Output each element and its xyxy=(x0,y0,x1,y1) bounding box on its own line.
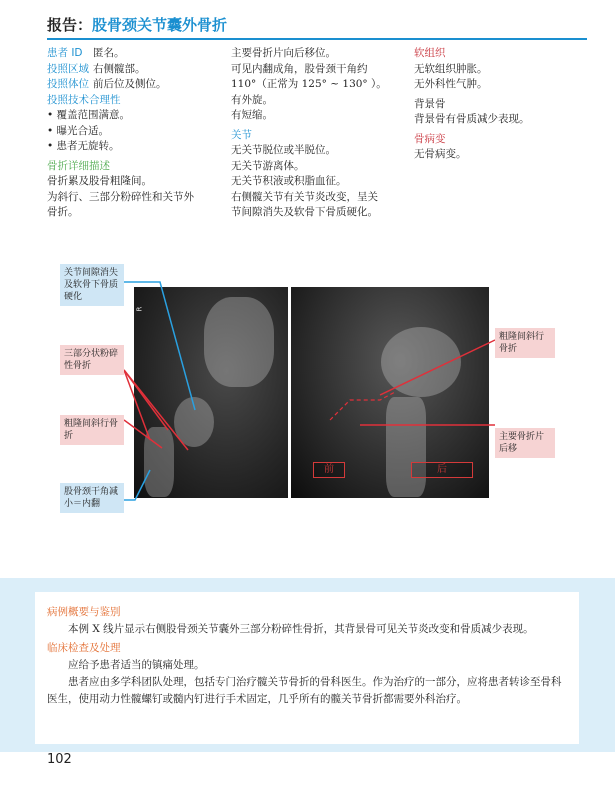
soft-tissue-heading: 软组织 xyxy=(414,47,446,59)
xray-ap-image xyxy=(134,287,288,498)
fracture-line: 为斜行、三部分粉碎性和关节外 xyxy=(47,190,194,203)
fracture-line: 骨折累及股骨粗隆间。 xyxy=(47,175,152,187)
position-value: 前后位及侧位。 xyxy=(93,78,167,90)
callout-joint-space: 关节间隙消失及软骨下骨质硬化 xyxy=(60,264,124,306)
page-number: 102 xyxy=(47,752,72,767)
summary-text: 本例 X 线片显示右侧股骨颈关节囊外三部分粉碎性骨折，其背景骨可见关节炎改变和骨质减少表现。 xyxy=(68,623,534,635)
finding-line: 110°（正常为 125° ~ 130° ）。 xyxy=(231,78,387,90)
callout-oblique-right: 粗隆间斜行骨折 xyxy=(495,328,555,358)
callout-displaced: 主要骨折片后移 xyxy=(495,428,555,458)
finding-line: 有外旋。 xyxy=(231,93,273,106)
region-key: 投照区域 xyxy=(47,62,89,75)
marker-r: R xyxy=(135,306,144,312)
exam-paragraph-1: 应给予患者适当的镇痛处理。 xyxy=(68,659,205,671)
tech-item: • 覆盖范围满意。 xyxy=(47,108,217,124)
background-bone-heading: 背景骨 xyxy=(414,97,446,110)
bone-lesion-line: 无骨病变。 xyxy=(414,148,467,160)
patient-id-key: 患者 ID xyxy=(47,47,83,59)
fracture-line: 骨折。 xyxy=(47,206,79,218)
summary-box xyxy=(35,592,579,744)
tech-item: • 患者无旋转。 xyxy=(47,139,217,155)
soft-tissue-line: 无软组织肿胀。 xyxy=(414,62,488,75)
callout-neck-shaft-angle: 股骨颈干角减小＝内翻 xyxy=(60,483,124,513)
tech-heading: 投照技术合理性 xyxy=(47,93,121,106)
joint-heading: 关节 xyxy=(231,128,252,141)
view-label-back: 后 xyxy=(411,462,473,478)
view-label-front: 前 xyxy=(313,462,345,478)
position-key: 投照体位 xyxy=(47,78,89,90)
joint-line: 节间隙消失及软骨下骨质硬化。 xyxy=(231,206,378,218)
xray-lateral-image xyxy=(291,287,489,498)
finding-line: 有短缩。 xyxy=(231,109,273,121)
exam-heading: 临床检查及处理 xyxy=(47,642,121,654)
tech-item: • 曝光合适。 xyxy=(47,124,217,140)
page-title xyxy=(47,14,587,38)
finding-line: 可见内翻成角，股骨颈干角约 xyxy=(231,62,368,75)
column-right xyxy=(414,46,584,163)
title-rule xyxy=(47,38,587,40)
joint-line: 无关节积液或积脂血征。 xyxy=(231,175,347,187)
finding-line: 主要骨折片向后移位。 xyxy=(231,47,336,59)
title-text: 股骨颈关节囊外骨折 xyxy=(92,16,228,34)
region-value: 右侧髋部。 xyxy=(93,62,146,75)
bone-lesion-heading: 骨病变 xyxy=(414,132,446,145)
joint-line: 无关节游离体。 xyxy=(231,159,305,172)
column-left xyxy=(47,46,217,221)
exam-paragraph-2: 患者应由多学科团队处理，包括专门治疗髋关节骨折的骨科医生。作为治疗的一部分，应将患者转诊至骨科医生，使用动力性髋螺钉或髓内钉进行手术固定，几乎所有的髋关节骨折都需要外科治疗。 xyxy=(47,676,562,705)
fracture-heading: 骨折详细描述 xyxy=(47,159,110,172)
background-bone-line: 背景骨有骨质减少表现。 xyxy=(414,113,530,125)
patient-id-value: 匿名。 xyxy=(93,47,125,59)
soft-tissue-line: 无外科性气肿。 xyxy=(414,78,488,90)
callout-oblique-left: 粗隆间斜行骨折 xyxy=(60,415,124,445)
joint-line: 右侧髋关节有关节炎改变，呈关 xyxy=(231,190,378,203)
title-label: 报告： xyxy=(47,16,93,34)
column-middle xyxy=(231,46,401,221)
joint-line: 无关节脱位或半脱位。 xyxy=(231,144,336,156)
callout-comminuted: 三部分状粉碎性骨折 xyxy=(60,345,124,375)
summary-heading: 病例概要与鉴别 xyxy=(47,606,121,618)
